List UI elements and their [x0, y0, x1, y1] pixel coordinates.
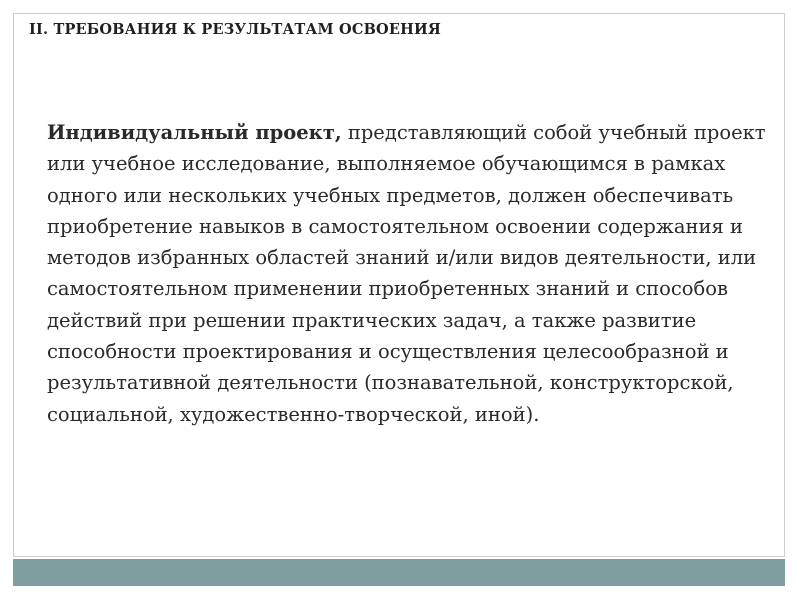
slide-body-text [47, 117, 782, 430]
slide-title: II. ТРЕБОВАНИЯ К РЕЗУЛЬТАТАМ ОСВОЕНИЯ [29, 21, 441, 38]
slide-frame [13, 13, 785, 557]
bottom-accent-bar [13, 559, 785, 586]
slide-body-lead: Индивидуальный проект, [47, 121, 342, 144]
slide-body-rest: представляющий собой учебный проект или учебное исследование, выполняемое обучающимся в рамках одного или нескольких учебных предметов, должен обеспечивать приобретение навыков в самостоятельном освоении содержания и методов избранных областей знаний и/или видов деятельности, или самостоятельном применении приобретенных знаний и способов действий при решении практических задач, а также развитие способности проектирования и осуществления целесообразной и результативной деятельности (познавательной, конструкторской, социальной, художественно-творческой, иной). [47, 121, 766, 426]
